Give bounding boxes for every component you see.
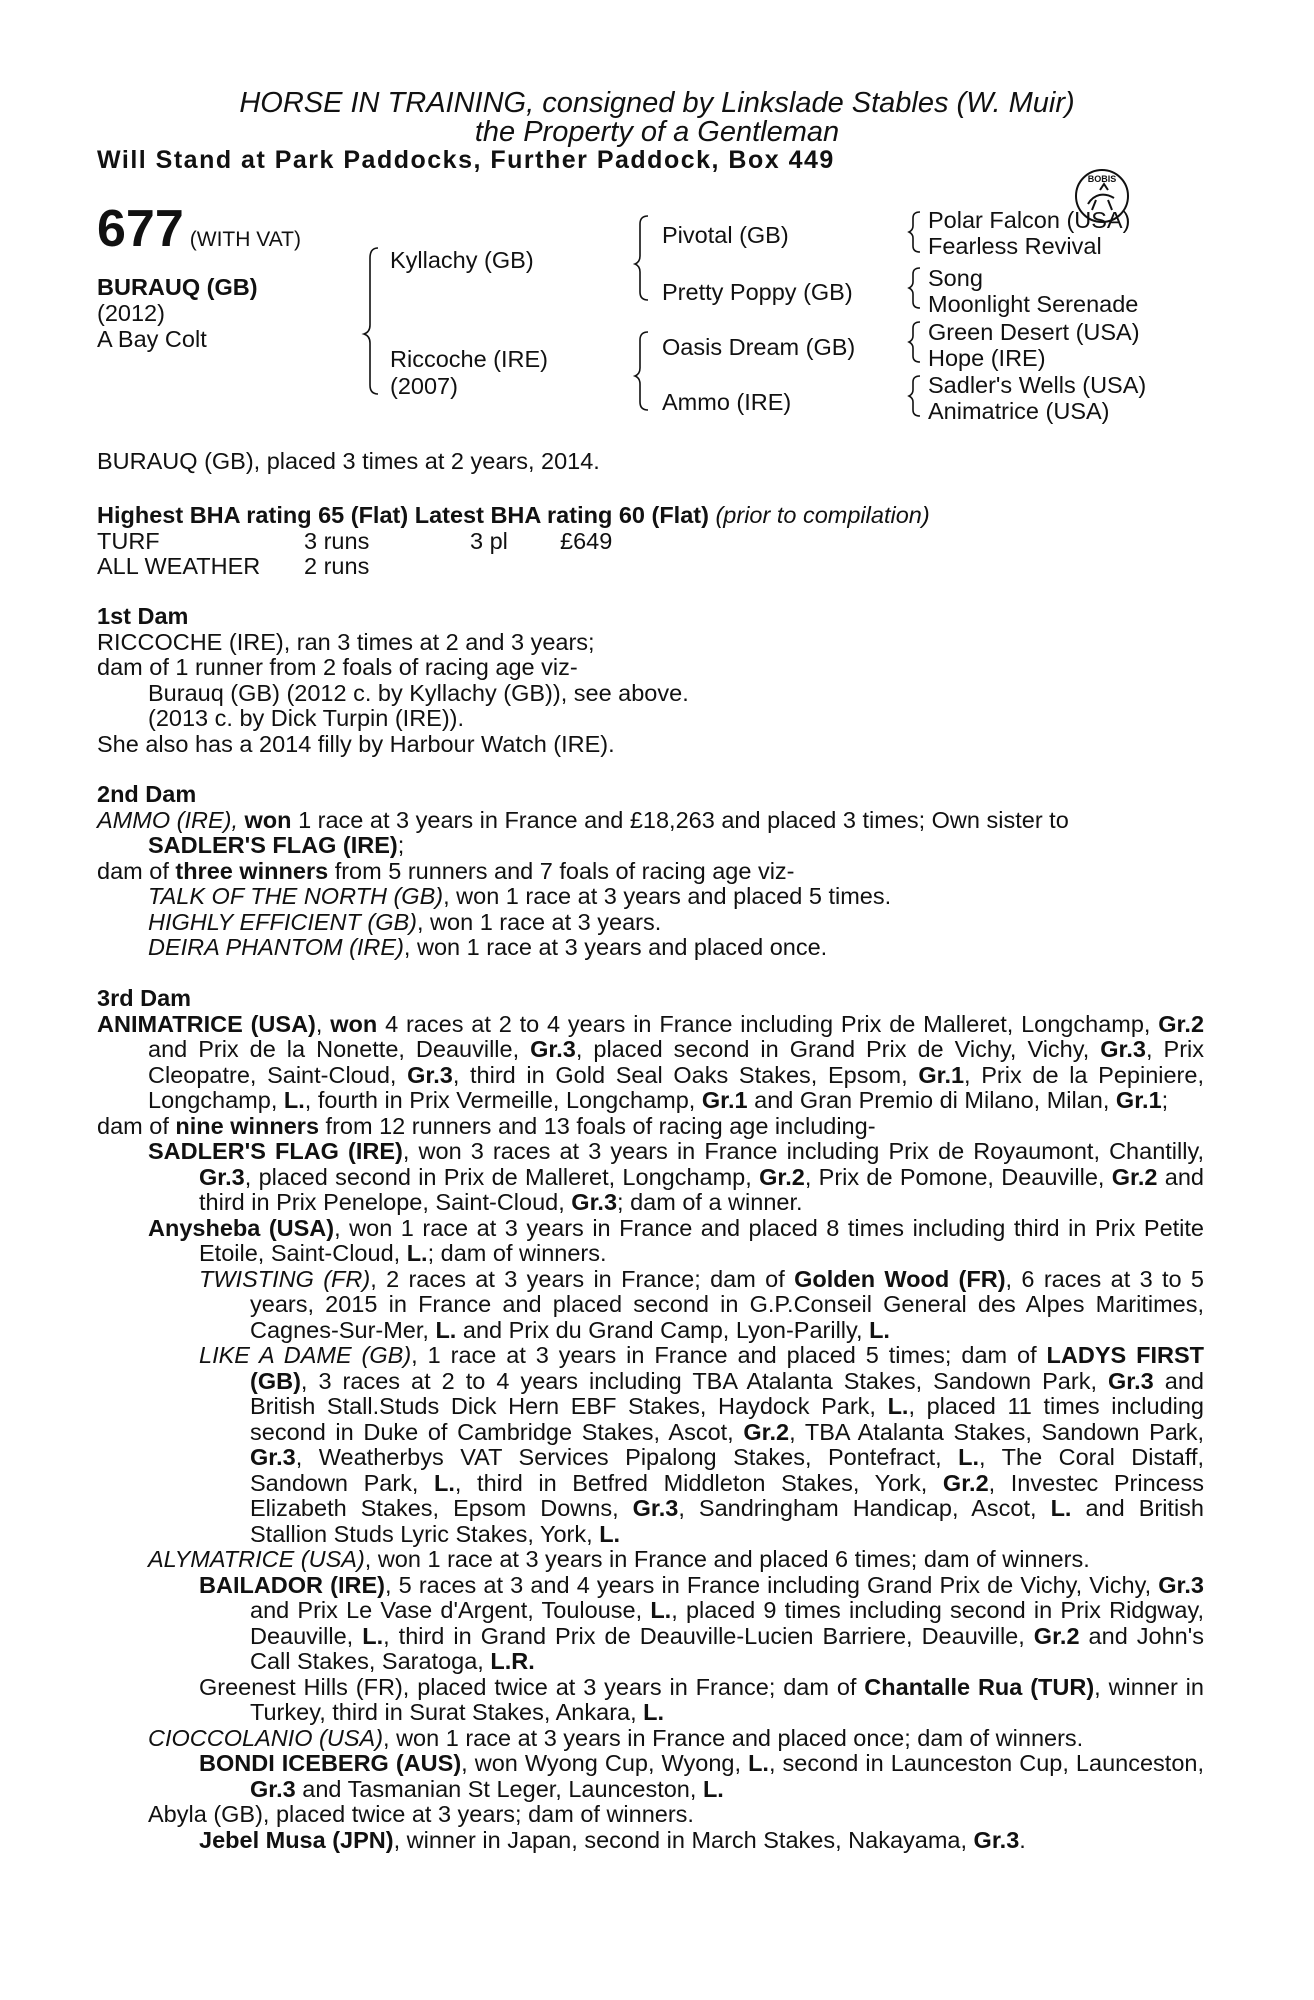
produce-name: BAILADOR (IRE) bbox=[199, 1571, 385, 1598]
lot-number: 677 bbox=[97, 200, 184, 258]
grade-label: L. bbox=[435, 1316, 457, 1343]
produce-entry bbox=[199, 1267, 1204, 1344]
gg-6: Hope (IRE) bbox=[928, 345, 1046, 371]
grade-label: Gr.2 bbox=[1158, 1010, 1205, 1037]
dam2-line bbox=[97, 833, 1207, 859]
grade-label: Gr.3 bbox=[1100, 1036, 1146, 1062]
produce-entry bbox=[148, 1726, 1204, 1752]
grade-label: L. bbox=[283, 1087, 305, 1113]
produce-record: , won 1 race at 3 years in France and placed once; dam of winners. bbox=[383, 1724, 1084, 1751]
consignor-line: HORSE IN TRAINING, consigned by Linkslade Stables (W. Muir) bbox=[239, 87, 1075, 119]
bha-ratings: Highest BHA rating 65 (Flat) Latest BHA rating 60 (Flat) bbox=[97, 502, 709, 528]
dam-of: dam of bbox=[97, 1112, 169, 1139]
turf-placed: 3 pl bbox=[470, 528, 508, 554]
grade-label: Gr.3 bbox=[973, 1826, 1020, 1853]
grade-label: L. bbox=[748, 1750, 769, 1776]
winners-count: three winners bbox=[175, 857, 329, 884]
turf-runs: 3 runs bbox=[304, 528, 370, 554]
produce-name: HIGHLY EFFICIENT (GB) bbox=[148, 908, 417, 935]
produce-name: TALK OF THE NORTH (GB) bbox=[148, 883, 444, 909]
grade-label: Gr.2 bbox=[743, 1418, 790, 1445]
dam-dam: Ammo (IRE) bbox=[662, 389, 792, 415]
grade-label: L. bbox=[643, 1699, 665, 1725]
produce-name: SADLER'S FLAG (IRE) bbox=[148, 1138, 403, 1164]
grade-label: Gr.3 bbox=[571, 1189, 618, 1215]
produce-entry bbox=[199, 1675, 1204, 1726]
gg-5: Green Desert (USA) bbox=[928, 319, 1140, 345]
produce-entry bbox=[199, 1343, 1204, 1547]
produce-name: TWISTING (FR) bbox=[199, 1265, 371, 1292]
dam-of: dam of bbox=[97, 857, 169, 884]
produce-name: ALYMATRICE (USA) bbox=[148, 1546, 365, 1572]
grade-label: L. bbox=[887, 1393, 909, 1419]
dam3-line bbox=[97, 1114, 1204, 1140]
runners-text: from 12 runners and 13 foals of racing age including- bbox=[325, 1112, 876, 1139]
produce-record: , won 1 race at 3 years. bbox=[417, 908, 662, 935]
produce-record: , won 1 race at 3 years and placed 5 times. bbox=[443, 883, 892, 909]
foaling-year: (2012) bbox=[97, 300, 165, 326]
grade-label: Gr.2 bbox=[1033, 1622, 1080, 1649]
property-line: the Property of a Gentleman bbox=[474, 116, 840, 148]
produce-name: Jebel Musa (JPN) bbox=[199, 1826, 394, 1853]
produce-name: CIOCCOLANIO (USA) bbox=[148, 1724, 384, 1751]
dam2-record: 1 race at 3 years in France and £18,263 and placed 3 times; Own sister to bbox=[298, 806, 1069, 833]
produce-entry bbox=[199, 1828, 1204, 1854]
first-dam-section bbox=[97, 604, 1207, 757]
gg-1: Polar Falcon (USA) bbox=[928, 207, 1131, 233]
produce-entry bbox=[148, 1216, 1204, 1267]
grade-label: Gr.1 bbox=[701, 1087, 748, 1113]
grade-label: Gr.1 bbox=[1115, 1087, 1162, 1113]
race-summary: BURAUQ (GB), placed 3 times at 2 years, 2014. bbox=[97, 448, 600, 474]
dam2-produce bbox=[97, 935, 1207, 961]
produce-record: , won 1 race at 3 years in France and placed 6 times; dam of winners. bbox=[364, 1546, 1090, 1572]
dam1-produce: Burauq (GB) (2012 c. by Kyllachy (GB)), see above. bbox=[148, 679, 689, 706]
grade-label: Gr.3 bbox=[250, 1775, 296, 1802]
grade-label: Gr.1 bbox=[918, 1061, 965, 1088]
produce-record: , winner in Turkey, third in Surat Stakes, Ankara, L. bbox=[250, 1673, 1204, 1725]
sire: Kyllachy (GB) bbox=[390, 247, 534, 273]
grade-label: L. bbox=[1050, 1495, 1072, 1521]
produce-record: , 6 races at 3 to 5 years, 2015 in France and placed second in G.P.Conseil General des Alpes Maritimes, Cagnes-Sur-Mer, L. and Prix du Grand Camp, Lyon-Parilly, L. bbox=[250, 1265, 1205, 1343]
svg-text:BOBIS: BOBIS bbox=[1087, 174, 1117, 184]
grade-label: L. bbox=[434, 1469, 455, 1496]
grade-label: L. bbox=[869, 1316, 890, 1343]
location-line: Will Stand at Park Paddocks, Further Paddock, Box 449 bbox=[97, 146, 835, 174]
dam: Riccoche (IRE) bbox=[390, 346, 549, 372]
grade-label: Gr.3 bbox=[407, 1061, 453, 1088]
dam3-name: ANIMATRICE (USA) bbox=[97, 1010, 316, 1037]
gg-2: Fearless Revival bbox=[928, 233, 1102, 259]
dam2-produce bbox=[97, 910, 1207, 936]
grade-label: Gr.3 bbox=[1108, 1367, 1154, 1394]
ratings-note: (prior to compilation) bbox=[715, 502, 930, 528]
produce-name: LADYS FIRST (GB) bbox=[250, 1342, 1205, 1394]
sire-sire: Pivotal (GB) bbox=[662, 222, 789, 248]
grade-label: L. bbox=[362, 1622, 384, 1649]
produce-record: , won 3 races at 3 years in France including Prix de Royaumont, Chantilly, Gr.3, placed second in Prix de Malleret, Longchamp, Gr.2, Prix de Pomone, Deauville, Gr.2 and third in Prix Penelope, Saint-Cloud, Gr.3; dam of a winner. bbox=[199, 1138, 1204, 1215]
dam2-produce bbox=[97, 884, 1207, 910]
produce-record: Greenest Hills (FR), placed twice at 3 years in France; dam of bbox=[199, 1673, 865, 1700]
dam2-line bbox=[97, 808, 1207, 834]
dam1-line: RICCOCHE (IRE), ran 3 times at 2 and 3 years; bbox=[97, 628, 595, 655]
dam1-produce: (2013 c. by Dick Turpin (IRE)). bbox=[148, 705, 465, 731]
grade-label: L. bbox=[406, 1240, 428, 1266]
runners-text: from 5 runners and 7 foals of racing age viz- bbox=[334, 857, 795, 884]
section-heading: 3rd Dam bbox=[97, 985, 192, 1011]
grade-label: L. bbox=[599, 1520, 621, 1547]
produce-record: , won 1 race at 3 years and placed once. bbox=[403, 934, 828, 960]
produce-record: , 1 race at 3 years in France and placed 5 times; dam of bbox=[411, 1342, 1047, 1368]
dam2-line bbox=[97, 859, 1207, 885]
sister-name: SADLER'S FLAG (IRE) bbox=[148, 832, 398, 858]
grade-label: Gr.3 bbox=[632, 1495, 679, 1521]
vat-note: (WITH VAT) bbox=[189, 228, 301, 251]
produce-record: , won 1 race at 3 years in France and placed 8 times including third in Prix Petite Etoile, Saint-Cloud, L.; dam of winners. bbox=[199, 1214, 1204, 1266]
third-dam-section bbox=[97, 986, 1204, 1853]
punct: ; bbox=[397, 832, 405, 858]
horse-description: A Bay Colt bbox=[97, 326, 207, 352]
grade-label: L. bbox=[702, 1775, 724, 1802]
produce-name: DEIRA PHANTOM (IRE) bbox=[148, 934, 404, 960]
produce-entry bbox=[199, 1751, 1204, 1802]
grade-label: L.R. bbox=[490, 1648, 535, 1674]
dam-year: (2007) bbox=[390, 373, 458, 399]
winners-count: nine winners bbox=[175, 1112, 320, 1139]
dam1-line: She also has a 2014 filly by Harbour Watch (IRE). bbox=[97, 730, 615, 757]
dam3-text: 4 races at 2 to 4 years in France including Prix de Malleret, Longchamp, Gr.2 and Prix de la Nonette, Deauville, Gr.3, placed second in Grand Prix de Vichy, Vichy, Gr.3, Prix Cleopatre, Saint-Cloud, Gr.3, third in Gold Seal Oaks Stakes, Epsom, Gr.1, Prix de la Pepiniere, Longchamp, L., fourth in Prix Vermeille, Longchamp, Gr.1 and Gran Premio di Milano, Milan, Gr.1; bbox=[148, 1010, 1205, 1113]
grade-label: Gr.2 bbox=[942, 1469, 989, 1496]
horse-name: BURAUQ (GB) bbox=[97, 274, 258, 300]
grade-label: L. bbox=[650, 1597, 672, 1623]
produce-record: , winner in Japan, second in March Stakes, Nakayama, Gr.3. bbox=[393, 1826, 1026, 1853]
produce-record: , 2 races at 3 years in France; dam of bbox=[370, 1265, 795, 1292]
produce-entry bbox=[148, 1139, 1204, 1216]
turf-label: TURF bbox=[97, 528, 160, 554]
produce-entry: Abyla (GB), placed twice at 3 years; dam of winners. bbox=[148, 1801, 694, 1827]
turf-earnings: £649 bbox=[560, 528, 613, 554]
gg-8: Animatrice (USA) bbox=[928, 398, 1110, 424]
grade-label: Gr.2 bbox=[1111, 1163, 1158, 1190]
section-heading: 1st Dam bbox=[97, 603, 189, 629]
produce-name: BONDI ICEBERG (AUS) bbox=[199, 1750, 462, 1776]
section-heading: 2nd Dam bbox=[97, 781, 197, 807]
dam3-record: ANIMATRICE (USA), won 4 races at 2 to 4 years in France including Prix de Malleret, Longchamp, Gr.2 and Prix de la Nonette, Deauville, Gr.3, placed second in Grand Prix de Vichy, Vichy, Gr.3, Prix Cleopatre, Saint-Cloud, Gr.3, third in Gold Seal Oaks Stakes, Epsom, Gr.1, Prix de la Pepiniere, Longchamp, L., fourth in Prix Vermeille, Longchamp, Gr.1 and Gran Premio di Milano, Milan, Gr.1; bbox=[97, 1010, 1205, 1113]
produce-name: Golden Wood (FR) bbox=[794, 1265, 1006, 1292]
second-dam-section bbox=[97, 782, 1207, 961]
grade-label: L. bbox=[958, 1444, 980, 1470]
gg-4: Moonlight Serenade bbox=[928, 291, 1139, 317]
produce-name: Anysheba (USA) bbox=[148, 1214, 335, 1241]
aw-label: ALL WEATHER bbox=[97, 553, 261, 579]
produce-name: Chantalle Rua (TUR) bbox=[864, 1673, 1095, 1700]
grade-label: Gr.2 bbox=[759, 1163, 805, 1190]
gg-7: Sadler's Wells (USA) bbox=[928, 372, 1147, 398]
sire-dam: Pretty Poppy (GB) bbox=[662, 279, 853, 305]
produce-name: LIKE A DAME (GB) bbox=[199, 1342, 412, 1368]
dam-sire: Oasis Dream (GB) bbox=[662, 334, 856, 360]
aw-runs: 2 runs bbox=[304, 553, 370, 579]
produce-record: , 5 races at 3 and 4 years in France including Grand Prix de Vichy, Vichy, Gr.3 and Prix Le Vase d'Argent, Toulouse, L., placed 9 times including second in Prix Ridgway, Deauville, L., third in Grand Prix de Deauville-Lucien Barriere, Deauville, Gr.2 and John's Call Stakes, Saratoga, L.R. bbox=[250, 1571, 1204, 1674]
grade-label: Gr.3 bbox=[250, 1444, 296, 1470]
grade-label: Gr.3 bbox=[530, 1036, 576, 1062]
grade-label: Gr.3 bbox=[1158, 1571, 1204, 1598]
produce-record: , won Wyong Cup, Wyong, L., second in Launceston Cup, Launceston, Gr.3 and Tasmanian St Leger, Launceston, L. bbox=[250, 1750, 1204, 1802]
won-text: won bbox=[244, 806, 292, 833]
dam2-name: AMMO (IRE), bbox=[97, 806, 238, 833]
gg-3: Song bbox=[928, 265, 983, 291]
ratings-line bbox=[97, 502, 930, 528]
grade-label: Gr.3 bbox=[199, 1163, 245, 1190]
dam1-line: dam of 1 runner from 2 foals of racing age viz- bbox=[97, 654, 578, 680]
produce-entry bbox=[199, 1573, 1204, 1675]
produce-record: , 3 races at 2 to 4 years including TBA Atalanta Stakes, Sandown Park, Gr.3 and British Stall.Studs Dick Hern EBF Stakes, Haydock Park, L., placed 11 times including second in Duke of Cambridge Stakes, Ascot, Gr.2, TBA Atalanta Stakes, Sandown Park, Gr.3, Weatherbys VAT Services Pipalong Stakes, Pontefract, L., The Coral Distaff, Sandown Park, L., third in Betfred Middleton Stakes, York, Gr.2, Investec Princess Elizabeth Stakes, Epsom Downs, Gr.3, Sandringham Handicap, Ascot, L. and British Stallion Studs Lyric Stakes, York, L. bbox=[250, 1367, 1205, 1547]
produce-entry bbox=[148, 1547, 1204, 1573]
